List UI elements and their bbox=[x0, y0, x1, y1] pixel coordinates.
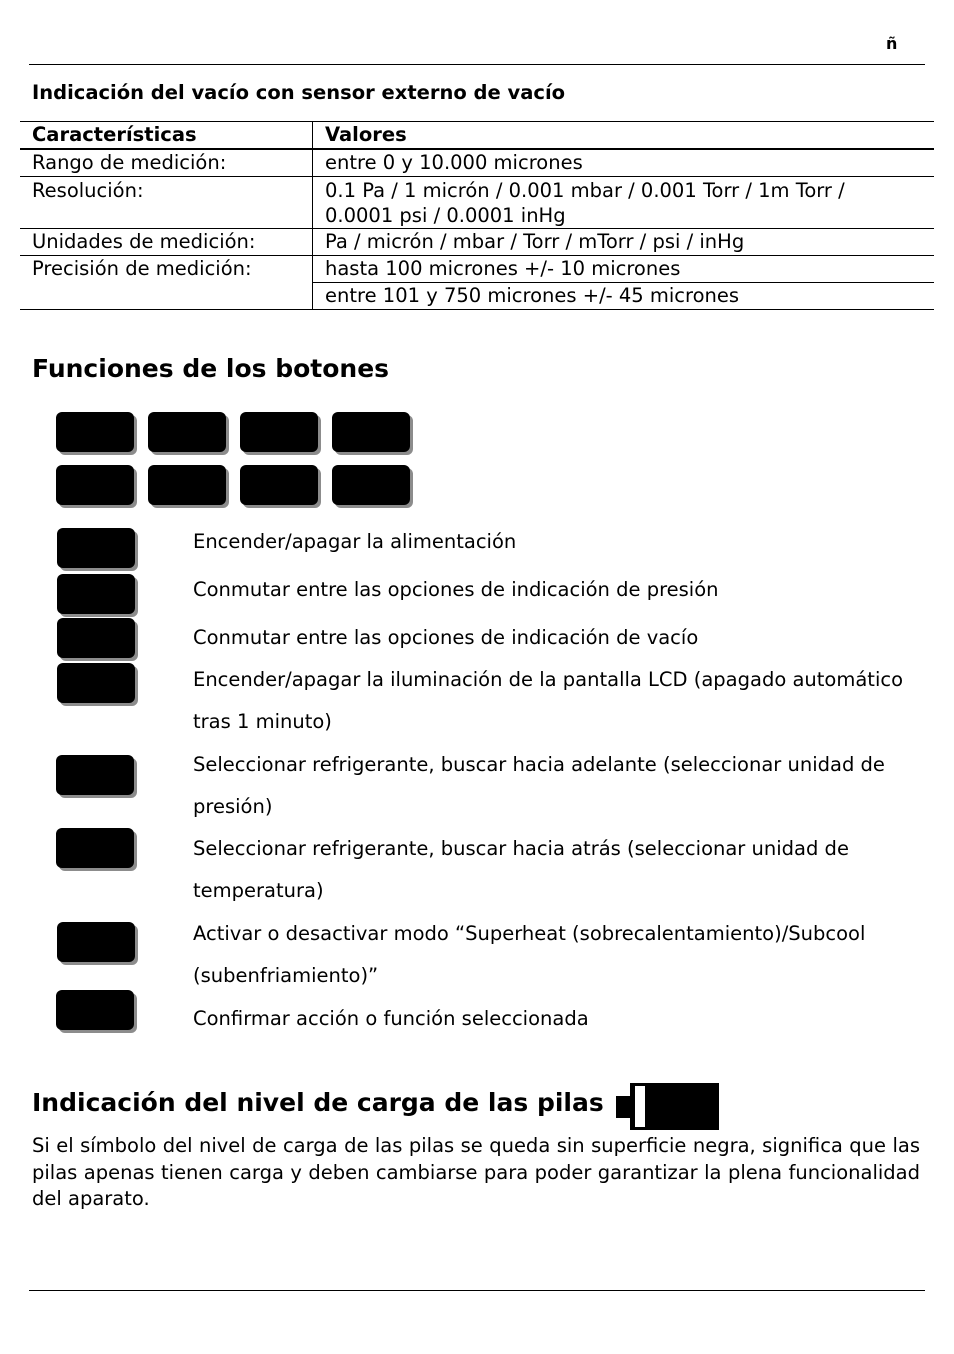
backlight-button-icon bbox=[57, 663, 135, 703]
keypad-button-icon bbox=[240, 412, 318, 452]
table-cell-value: Pa / micrón / mbar / Torr / mTorr / psi / inHg bbox=[313, 229, 935, 256]
battery-icon bbox=[616, 1083, 719, 1130]
table-cell-value: 0.1 Pa / 1 micrón / 0.001 mbar / 0.001 Torr / 1m Torr / 0.0001 psi / 0.0001 inHg bbox=[313, 177, 935, 229]
table-cell-label: Resolución: bbox=[20, 177, 313, 229]
table-row bbox=[20, 256, 934, 283]
function-description: Encender/apagar la iluminación de la pantalla LCD (apagado automático tras 1 minuto) bbox=[193, 668, 904, 733]
function-description: Seleccionar refrigerante, buscar hacia adelante (seleccionar unidad de presión) bbox=[193, 753, 885, 818]
table-cell-value: entre 101 y 750 micrones +/- 45 micrones bbox=[313, 283, 935, 310]
function-description: Confirmar acción o función seleccionada bbox=[193, 1007, 589, 1030]
header-divider bbox=[29, 64, 925, 65]
table-row bbox=[20, 149, 934, 177]
table-row bbox=[20, 177, 934, 229]
vacuum-section-title: Indicación del vacío con sensor externo de vacío bbox=[32, 81, 566, 104]
footer-divider bbox=[29, 1290, 925, 1291]
function-description: Conmutar entre las opciones de indicación de presión bbox=[193, 578, 719, 601]
keypad-button-icon bbox=[148, 412, 226, 452]
table-header-characteristics: Características bbox=[20, 122, 313, 150]
confirm-button-icon bbox=[56, 990, 134, 1030]
keypad-button-icon bbox=[56, 465, 134, 505]
function-description: Seleccionar refrigerante, buscar hacia atrás (seleccionar unidad de temperatura) bbox=[193, 837, 849, 902]
table-cell-value: entre 0 y 10.000 micrones bbox=[313, 149, 935, 177]
function-description: Encender/apagar la alimentación bbox=[193, 530, 517, 553]
vacuum-spec-table bbox=[20, 121, 934, 310]
pressure-button-icon bbox=[57, 574, 135, 614]
battery-section-title: Indicación del nivel de carga de las pilas bbox=[32, 1088, 604, 1117]
keypad-button-icon bbox=[332, 465, 410, 505]
page-corner-mark: ñ bbox=[886, 34, 898, 53]
table-cell-value: hasta 100 micrones +/- 10 micrones bbox=[313, 256, 935, 283]
backward-button-icon bbox=[56, 828, 134, 868]
keypad-button-icon bbox=[240, 465, 318, 505]
forward-button-icon bbox=[56, 755, 134, 795]
battery-description: Si el símbolo del nivel de carga de las pilas se queda sin superficie negra, significa que las pilas apenas tienen carga y deben cambiarse para poder garantizar la plena funcionalidad del aparato. bbox=[32, 1134, 920, 1210]
buttons-section-title: Funciones de los botones bbox=[32, 354, 390, 383]
keypad-button-icon bbox=[148, 465, 226, 505]
superheat-subcool-button-icon bbox=[57, 922, 135, 962]
vacuum-button-icon bbox=[57, 618, 135, 658]
power-button-icon bbox=[57, 528, 135, 568]
table-header-values: Valores bbox=[313, 122, 935, 150]
function-description: Conmutar entre las opciones de indicación de vacío bbox=[193, 626, 699, 649]
table-cell-label: Unidades de medición: bbox=[20, 229, 313, 256]
table-header-row bbox=[20, 122, 934, 150]
keypad-button-icon bbox=[332, 412, 410, 452]
table-cell-label: Precisión de medición: bbox=[20, 256, 313, 310]
table-row bbox=[20, 229, 934, 256]
keypad-button-icon bbox=[56, 412, 134, 452]
table-cell-label: Rango de medición: bbox=[20, 149, 313, 177]
function-description: Activar o desactivar modo “Superheat (sobrecalentamiento)/Subcool (subenfriamiento)” bbox=[193, 922, 866, 987]
